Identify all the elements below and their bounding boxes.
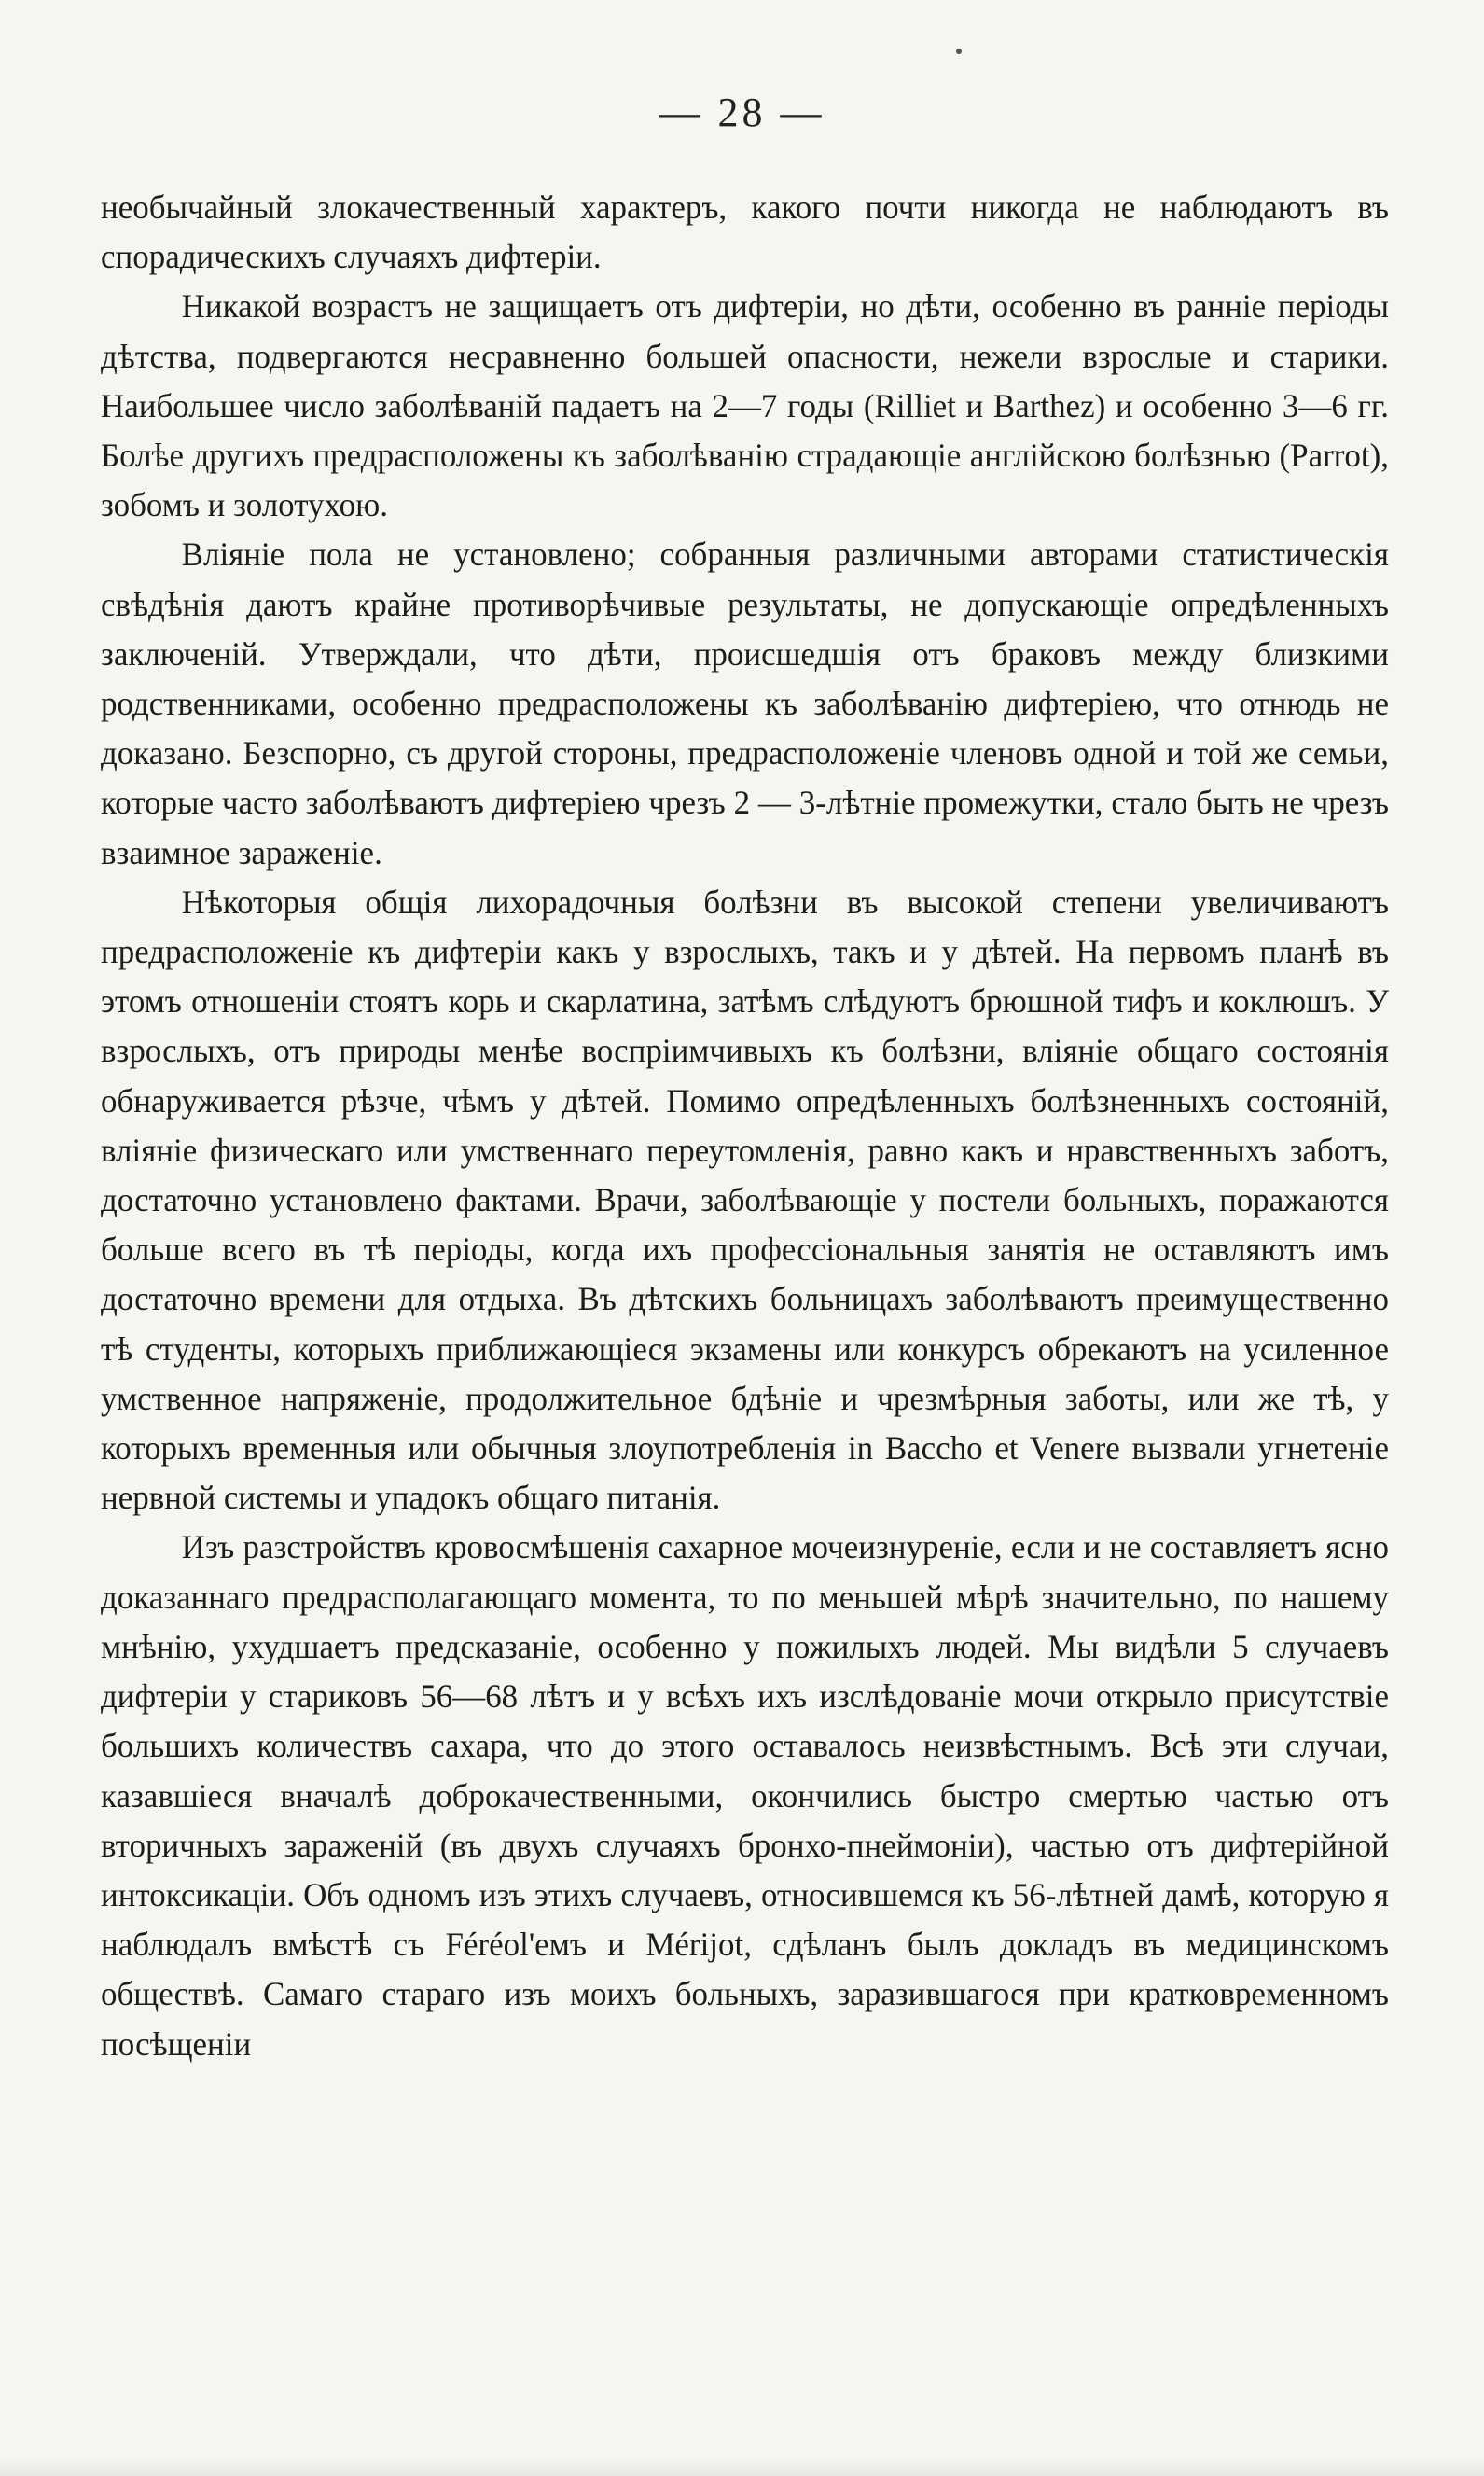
paragraph-1: необычайный злокачественный характеръ, какого почти никогда не наблюдаютъ въ спорадическихъ случаяхъ дифтеріи. [101, 188, 1389, 276]
paragraph-4: Нѣкоторыя общія лихорадочныя болѣзни въ высокой степени увеличиваютъ предрасположеніе къ дифтеріи какъ у взрослыхъ, такъ и у дѣтей. На первомъ планѣ въ этомъ отношеніи стоятъ корь и скарлатина, затѣмъ слѣдуютъ брюшной тифъ и коклюшъ. У взрослыхъ, отъ природы менѣе воспріимчивыхъ къ болѣзни, вліяніе общаго состоянія обнаруживается рѣзче, чѣмъ у дѣтей. Помимо опредѣленныхъ болѣзненныхъ состояній, вліяніе физическаго или умственнаго переутомленія, равно какъ и нравственныхъ заботъ, достаточно установлено фактами. Врачи, заболѣвающіе у постели больныхъ, поражаются больше всего въ тѣ періоды, когда ихъ профессіональныя занятія не оставляютъ имъ достаточно времени для отдыха. Въ дѣтскихъ больницахъ заболѣваютъ преимущественно тѣ студенты, которыхъ приближающіеся экзамены или конкурсъ обрекаютъ на усиленное умственное напряженіе, продолжительное бдѣніе и чрезмѣрныя заботы, или же тѣ, у которыхъ временныя или обычныя злоупотребленія in Baccho et Venere вызвали угнетеніе нервной системы и упадокъ общаго питанія. [101, 883, 1389, 1517]
page-edge-shade [0, 2459, 1484, 2476]
paragraph-3: Вліяніе пола не установлено; собранныя различными авторами статистическія свѣдѣнія даютъ крайне противорѣчивые результаты, не допускающіе опредѣленныхъ заключеній. Утверждали, что дѣти, происшедшія отъ браковъ между близкими родственниками, особенно предрасположены къ заболѣванію дифтеріею, что отнюдь не доказано. Безспорно, съ другой стороны, предрасположеніе членовъ одной и той же семьи, которые часто заболѣваютъ дифтеріею чрезъ 2 — 3-лѣтніе промежутки, стало быть не чрезъ взаимное зараженіе. [101, 536, 1389, 871]
page-number: — 28 — [659, 90, 825, 135]
paragraph-5: Изъ разстройствъ кровосмѣшенія сахарное мочеизнуреніе, если и не составляетъ ясно доказаннаго предрасполагающаго момента, то по меньшей мѣрѣ значительно, по нашему мнѣнію, ухудшаетъ предсказаніе, особенно у пожилыхъ людей. Мы видѣли 5 случаевъ дифтеріи у стариковъ 56—68 лѣтъ и у всѣхъ ихъ изслѣдованіе мочи открыло присутствіе большихъ количествъ сахара, что до этого оставалось неизвѣстнымъ. Всѣ эти случаи, казавшіеся вначалѣ доброкачественными, окончились быстро смертью частью отъ вторичныхъ зараженій (въ двухъ случаяхъ бронхо-пнеймоніи), частью отъ дифтерійной интоксикаціи. Объ одномъ изъ этихъ случаевъ, относившемся къ 56-лѣтней дамѣ, которую я наблюдалъ вмѣстѣ съ Féréol'емъ и Mérijot, сдѣланъ былъ докладъ въ медицинскомъ обществѣ. Самаго стараго изъ моихъ больныхъ, заразившагося при кратковременномъ посѣщеніи [101, 1528, 1389, 2063]
paragraph-2: Никакой возрастъ не защищаетъ отъ дифтеріи, но дѣти, особенно въ ранніе періоды дѣтства, подвергаются несравненно большей опасности, нежели взрослые и старики. Наибольшее число заболѣваній падаетъ на 2—7 годы (Rilliet и Barthez) и особенно 3—6 гг. Болѣе другихъ предрасположены къ заболѣванію страдающіе англійскою болѣзнью (Parrot), зобомъ и золотухою. [101, 287, 1389, 524]
ink-speck [956, 49, 962, 54]
body-text [101, 183, 1408, 2069]
